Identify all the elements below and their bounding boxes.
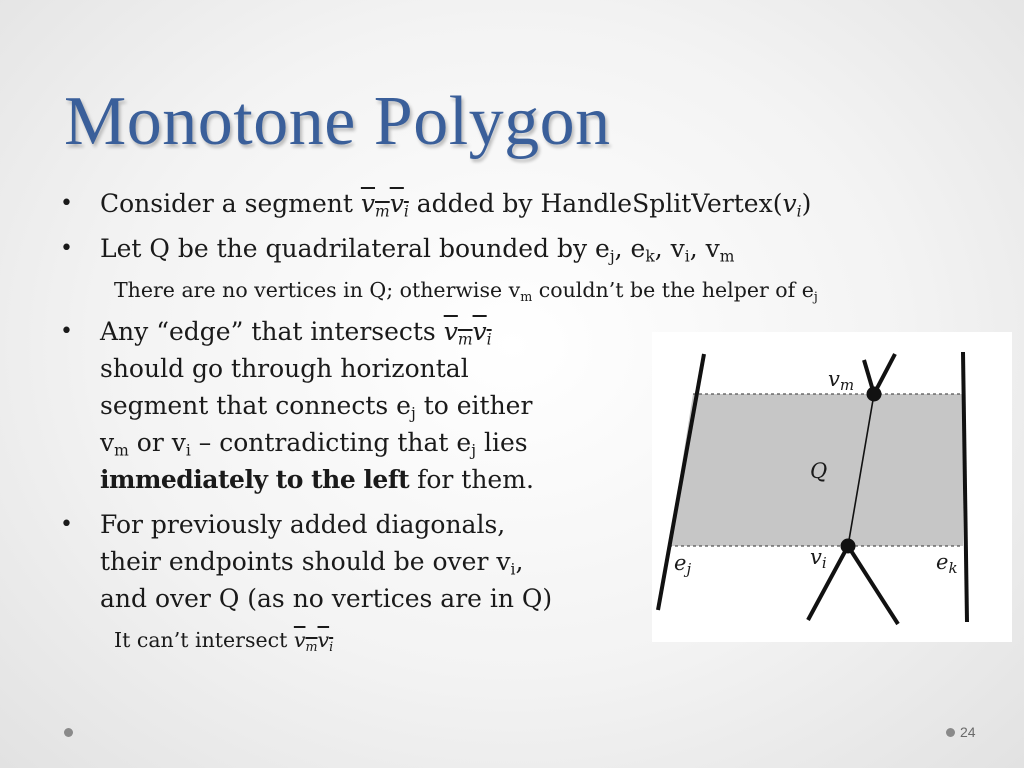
nav-dot-right	[946, 728, 955, 737]
slide-title: Monotone Polygon	[64, 83, 611, 160]
bullet-dot-icon: •	[60, 319, 73, 344]
bullet-dot-icon: •	[60, 191, 73, 216]
label-ej: ej	[674, 551, 692, 578]
quadrilateral-diagram	[652, 332, 1012, 642]
sub-bullet-no-vertices: There are no vertices in Q; otherwise $v_m$ couldn’t be the helper of $e_j$	[114, 278, 818, 304]
label-q: Q	[810, 459, 828, 483]
bullet-quadrilateral: • Let Q be the quadrilateral bounded by $e_j$, $e_k$, $v_i$, $v_m$	[100, 230, 735, 267]
emphasis-text: immediately to the left	[100, 465, 410, 494]
label-vm: vm	[828, 367, 855, 394]
segment-vm-vi: $v_mv_i$	[443, 317, 492, 349]
bullet-dot-icon: •	[60, 512, 73, 537]
bullet-dot-icon: •	[60, 236, 73, 261]
bullet-previous-diagonals	[60, 506, 553, 617]
bullet-line: immediately to the left for them.	[100, 465, 534, 494]
label-ek: ek	[936, 550, 958, 577]
bullet-line: should go through horizontal	[100, 354, 469, 383]
segment-vm-vi: $v_mv_i$	[360, 189, 409, 221]
bullet-line: Any “edge” that intersects $v_mv_i$	[100, 317, 492, 349]
vi-edge-right	[848, 546, 898, 624]
sub-bullet-cant-intersect: It can’t intersect $v_mv_i$	[114, 628, 334, 654]
bullet-line: $v_m$ or $v_i$ – contradicting that $e_j$ lies	[100, 428, 528, 460]
quadrilateral-figure	[652, 332, 1012, 642]
bullet-line: segment that connects $e_j$ to either	[100, 391, 533, 423]
bullet-any-edge	[60, 313, 534, 498]
vertex-vi	[841, 539, 856, 554]
label-vi: vi	[810, 545, 827, 572]
bullet-line: their endpoints should be over $v_i$,	[100, 547, 524, 579]
edge-ek-line	[963, 352, 967, 622]
bullet-consider-segment: • Consider a segment $v_mv_i$ added by $HandleSplitVertex(v_i)$	[100, 185, 811, 222]
vertex-vm	[867, 387, 882, 402]
bullet-line: and over Q (as no vertices are in Q)	[100, 584, 553, 613]
segment-vm-vi: $v_mv_i$	[293, 628, 334, 654]
bullet-line: For previously added diagonals,	[100, 510, 506, 539]
nav-dot-left	[64, 728, 73, 737]
page-number: 24	[960, 724, 976, 740]
